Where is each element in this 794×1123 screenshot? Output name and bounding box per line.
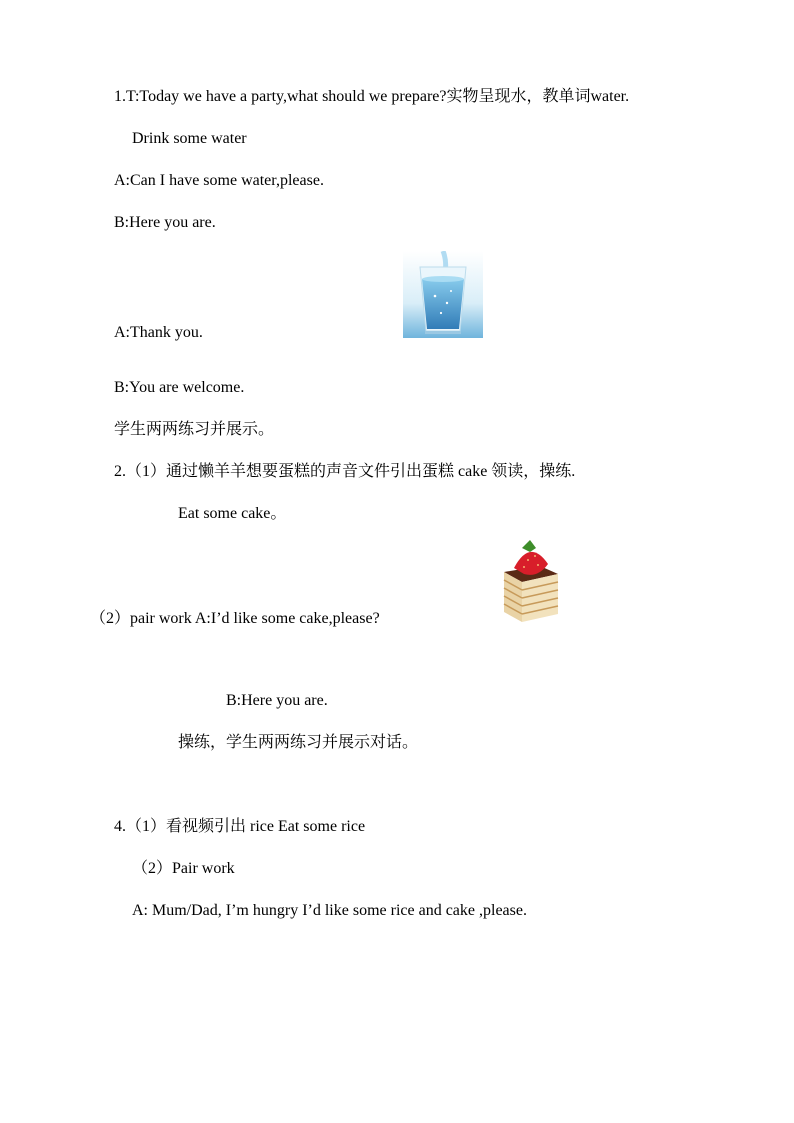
dialogue-line-b1: B:Here you are. [114,214,216,231]
section2-step1: 2.（1）通过懒羊羊想要蛋糕的声音文件引出蛋糕 cake 领读，操练. [114,463,576,480]
strawberry-cake-icon [500,538,562,626]
section2-phrase: Eat some cake。 [178,505,287,522]
section4-step1: 4.（1）看视频引出 rice Eat some rice [114,818,366,835]
section2-step2: （2）pair work A:I’d like some cake,please? [90,610,380,627]
section1-intro: 1.T:Today we have a party,what should we prepare?实物呈现水，教单词water. [114,88,630,105]
section1-practice: 学生两两练习并展示。 [114,421,275,438]
section4-line-a: A: Mum/Dad, I’m hungry I’d like some rice and cake ,please. [132,902,527,919]
section2-line-b: B:Here you are. [226,692,328,709]
dialogue-line-a2: A:Thank you. [114,324,203,341]
dialogue-line-b2: B:You are welcome. [114,379,245,396]
glass-of-water-icon [403,251,483,338]
section2-practice: 操练，学生两两练习并展示对话。 [178,734,419,751]
dialogue-line-a1: A:Can I have some water,please. [114,172,324,189]
section4-step2: （2）Pair work [132,860,235,877]
section1-phrase: Drink some water [132,130,247,147]
